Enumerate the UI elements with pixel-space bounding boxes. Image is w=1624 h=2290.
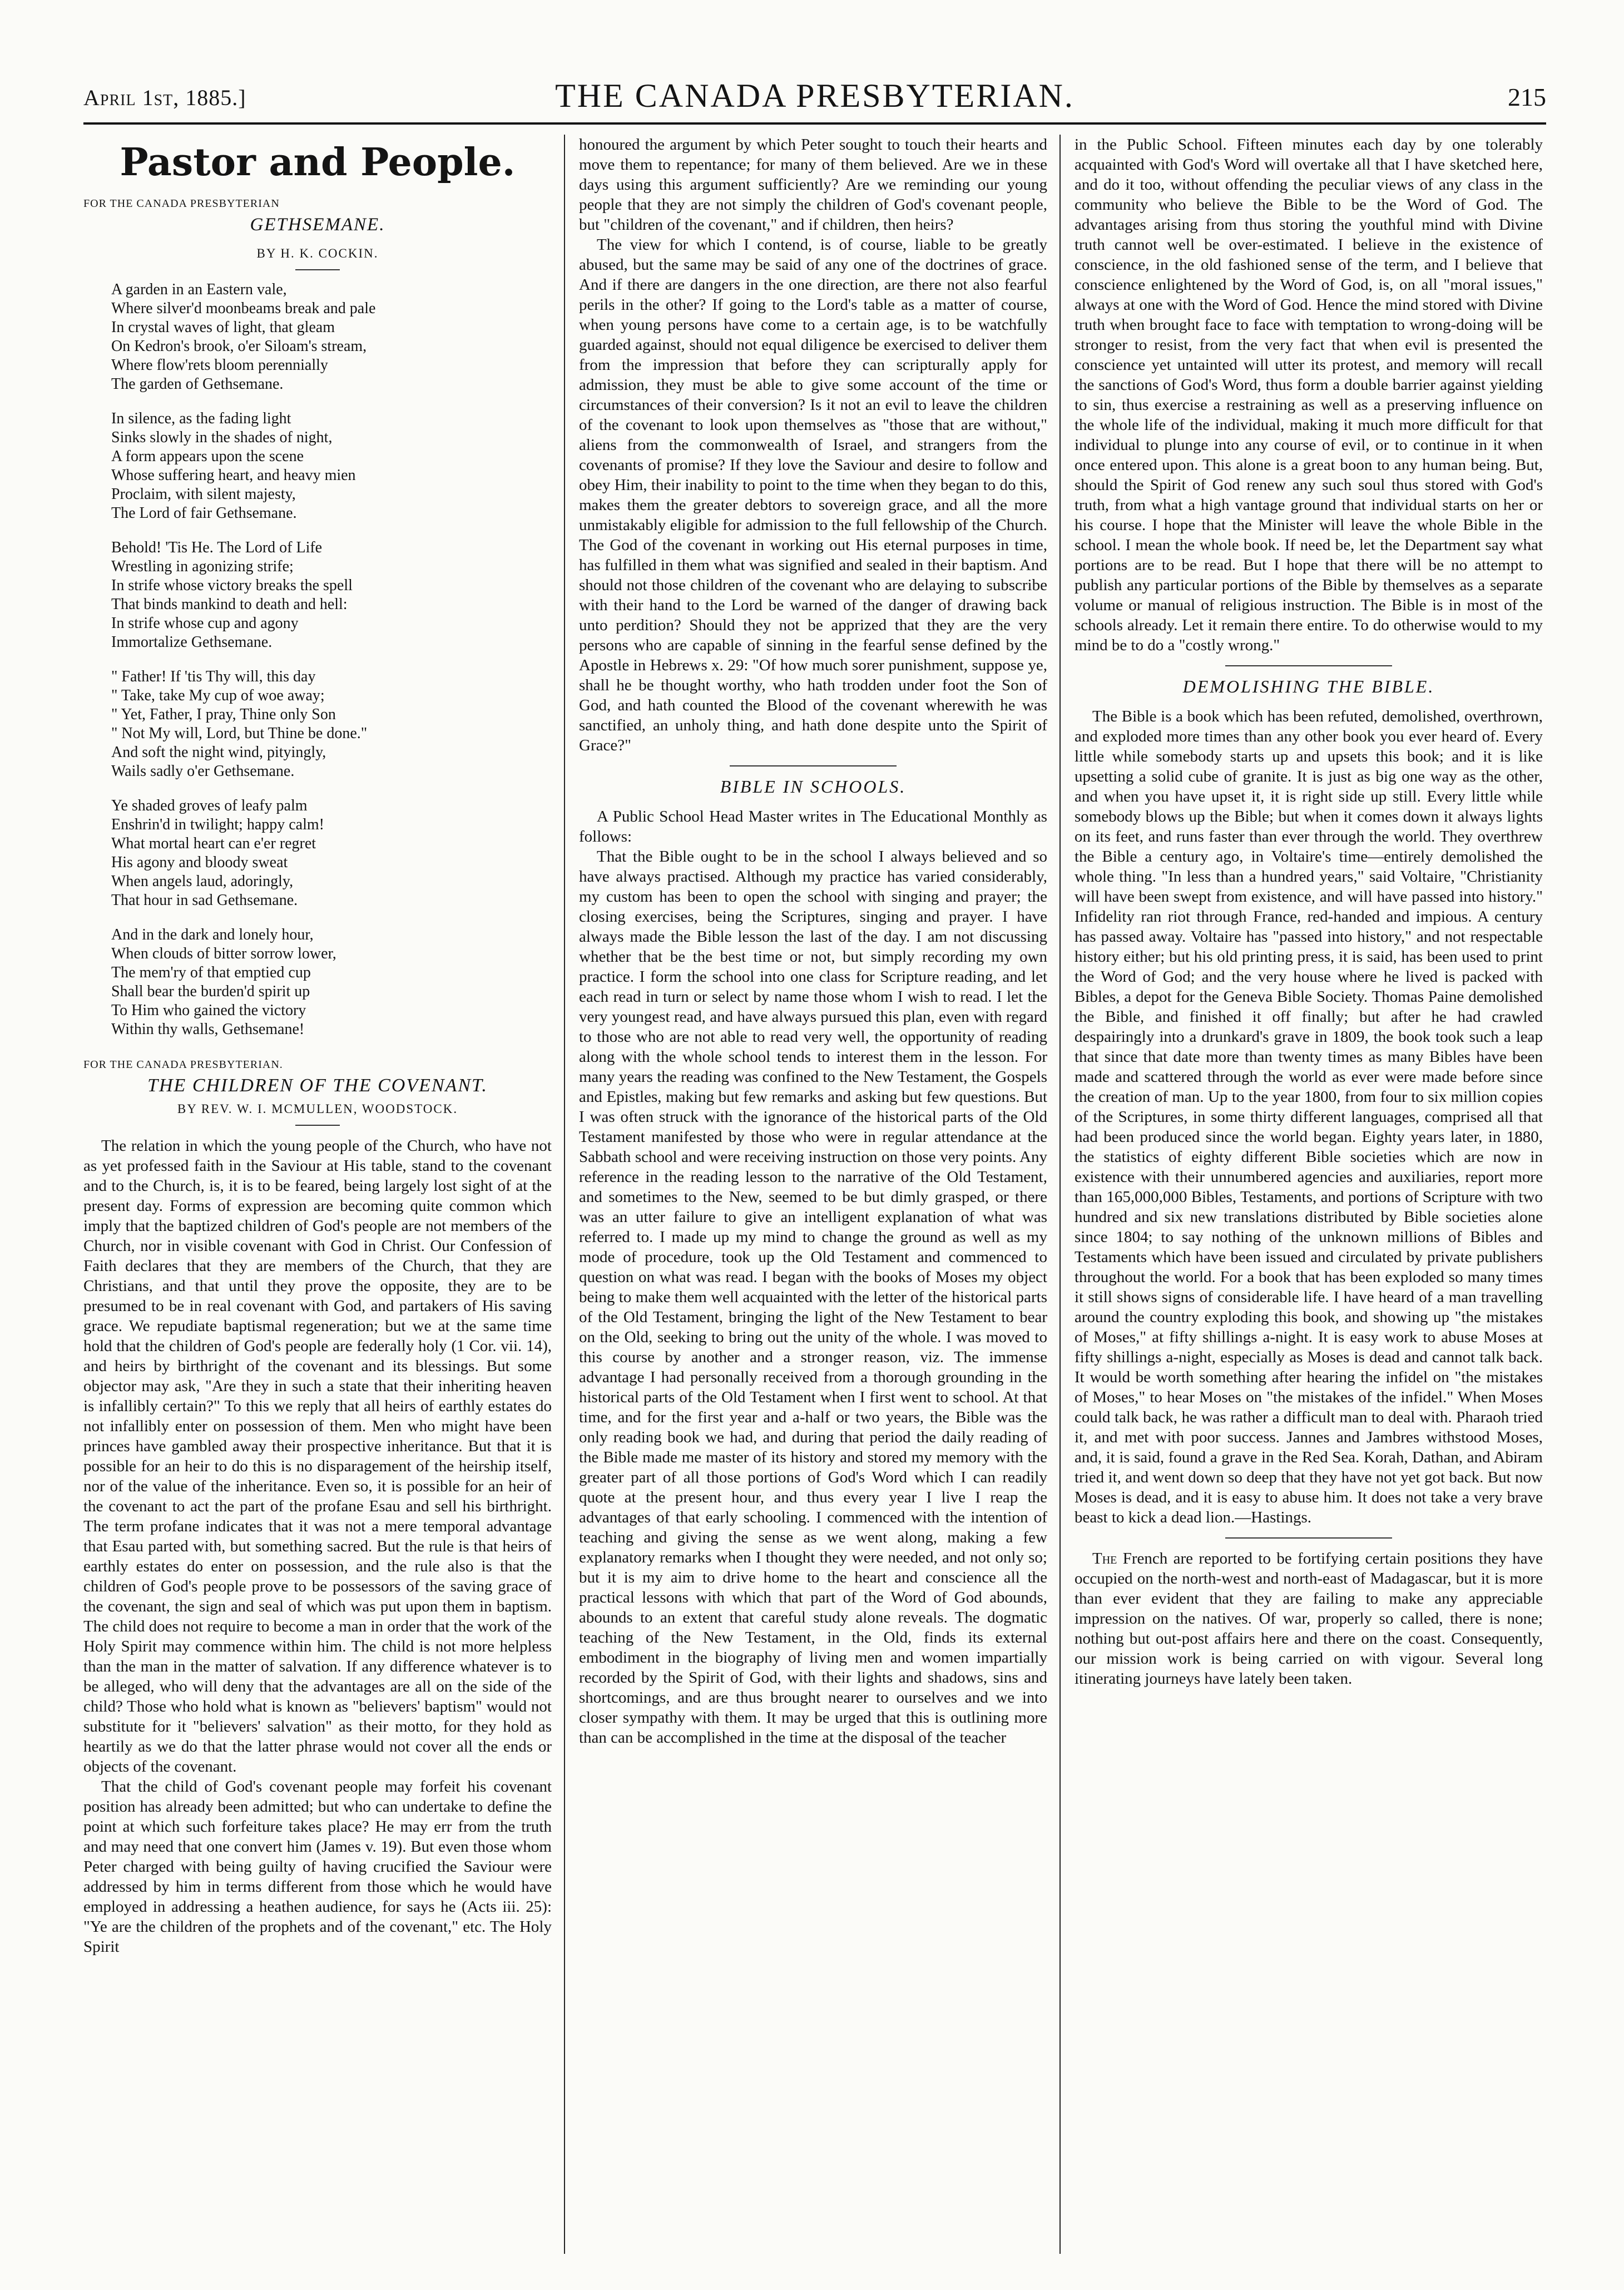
separator xyxy=(1225,1537,1392,1539)
poem-line: On Kedron's brook, o'er Siloam's stream, xyxy=(111,338,367,355)
poem-credit: FOR THE CANADA PRESBYTERIAN xyxy=(83,197,280,210)
article-paragraph: That the Bible ought to be in the school I always believed and so have always practised. Although my practice has varied considerably, my custom has been to open the school with singing and prayer; the closing exercises, being the Scriptures, singing and prayer. I have always made the Bible lesson the last of the day. I am not discussing whether that be the best time or not, but simply recording my own practice. I form the school into one class for Scripture reading, and let each read in turn or select by name those whom I wish to read. I let the very youngest read, and have always pursued this plan, even with regard to those who are not able to read very well, the opportunity of reading along with the whole school tends to interest them in the lesson. For many years the reading was confined to the New Testament, the Gospels and Epistles, making but few remarks and asking but few questions. But I was often struck with the ignorance of the historical parts of the Old Testament manifested by those who were in regular attendance at the Sabbath school and were receiving instruction on those very points. Any reference in the reading lesson to the narrative of the Old Testament, and sometimes to the New, seemed to be but dimly grasped, or there was an utter failure to give an intelligent explanation of what was referred to. I made up my mind to change the ground as well as my mode of procedure, took up the Old Testament and commenced to question on what was read. I began with the books of Moses my object being to make them well acquainted with the letter of the historical parts of the Old Testament, bringing the light of the New Testament to bear on the Old, seeking to bring out the unity of the whole. I was moved to this course by another and a stronger reason, viz. The immense advantage I had personally received from a thorough grounding in the historical parts of the Old Testament when I first went to school. At that time, and for the first year and a-half or two years, the Bible was the only reading book we had, and during that period the daily reading of the Bible made me master of its history and stored my memory with the greater part of all those portions of God's Word which I can readily quote at the present hour, and thus every year I live I reap the advantages of that early schooling. I commenced with the intention of teaching and giving the sense as we went along, making a few explanatory remarks when I thought they were needed, and not only so; but it is my aim to drive home to the heart and conscience all the practical lessons with which that part of the Word of God abounds, abounds to an extent that careful study alone reveals. The dogmatic teaching of the New Testament, in the Old, finds its external embodiment in the biography of living men and women impartially recorded by the Spirit of God, with their lights and shadows, sins and shortcomings, and are thus brought nearer to ourselves and we into closer sympathy with them. It may be urged that this is outlining more than can be accomplished in the time at the disposal of the teacher xyxy=(579,848,1047,1747)
poem-line: In crystal waves of light, that gleam xyxy=(111,319,335,336)
poem-line: And soft the night wind, pityingly, xyxy=(111,744,326,761)
column-middle xyxy=(579,135,1047,2254)
section-title: DEMOLISHING THE BIBLE. xyxy=(1182,676,1435,696)
poem-line: " Take, take My cup of woe away; xyxy=(111,687,325,704)
poem-line: His agony and bloody sweat xyxy=(111,854,288,871)
poem-line: When clouds of bitter sorrow lower, xyxy=(111,945,336,962)
poem-stanza xyxy=(111,409,552,523)
poem-line: Within thy walls, Gethsemane! xyxy=(111,1021,305,1038)
article-paragraph: The relation in which the young people of the Church, who have not as yet professed faith in the Saviour at His table, stand to the covenant and to the Church, is, it is to be feared, being largely lost sight of at the present day. Forms of expression are becoming quite common which imply that the baptized children of God's people are not members of the Church, nor in visible covenant with God in Christ. Our Confession of Faith declares that they are members of the Church, that they are Christians, and that until they prove the opposite, they are to be presumed to be in real covenant with God, and partakers of His saving grace. We repudiate baptismal regeneration; but we at the same time hold that the children of God's people are federally holy (1 Cor. vii. 14), and heirs by birthright of the covenant and its blessings. But some objector may ask, "Are they in such a state that their inheriting heaven is infallibly certain?" To this we reply that all heirs of earthly estates do not infallibly enter on possession of them. Men who might have been princes have gambled away their prospective inheritance. But that it is possible for an heir to do this is no disparagement of the heirship itself, nor of the value of the inheritance. Even so, it is possible for an heir of the covenant to act the part of the profane Esau and sell his birthright. The term profane indicates that it was not a mere temporal advantage that Esau parted with, but something sacred. But the rule is that heirs of earthly estates do enter on possession, and the rule also is that the children of God's people prove to be possessors of the saving grace of the covenant, the sign and seal of which was put upon them in baptism. The child does not require to become a man in order that the work of the Holy Spirit may commence within him. The child is not more helpless than the man in the matter of salvation. If any difference whatever is to be alleged, who will deny that the advantages are all on the side of the child? Those who hold what is known as "believers' baptism" would not substitute for it "believers' salvation" as their motto, for they hold as heartily as we do that the latter phrase would not cover all the ends or objects of the covenant. xyxy=(83,1137,552,1775)
poem-line: In strife whose cup and agony xyxy=(111,615,299,632)
poem-line: Shall bear the burden'd spirit up xyxy=(111,983,310,1000)
poem-line: That binds mankind to death and hell: xyxy=(111,596,348,613)
separator xyxy=(1225,665,1392,666)
poem-line: Proclaim, with silent majesty, xyxy=(111,486,296,503)
page-number: 215 xyxy=(1508,83,1546,111)
poem-line: The garden of Gethsemane. xyxy=(111,375,284,393)
poem-title: GETHSEMANE. xyxy=(250,215,385,235)
issue-date: April 1st, 1885.] xyxy=(83,85,246,110)
column-left xyxy=(83,135,552,2254)
article-paragraph: The Bible is a book which has been refuted, demolished, overthrown, and exploded more times than any other book you ever heard of. Every little while somebody starts up and upsets this book; and it is like upsetting a solid cube of granite. It is just as big one way as the other, and when you have upset it, it is right side up still. Every little while somebody blows up the Bible; but when it comes down it always lights on its feet, and runs faster than ever through the world. They overthrew the Bible a century ago, in Voltaire's time—entirely demolished the whole thing. "In less than a hundred years," said Voltaire, "Christianity will have been swept from existence, and will have passed into history." Infidelity ran riot through France, red-handed and impious. A century has passed away. Voltaire has "passed into history," and not respectable history either; but his old printing press, it is said, has been used to print the Word of God; and the very house where he lived is packed with Bibles, a depot for the Geneva Bible Society. Thomas Paine demolished the Bible, and finished it off finally; but after he had crawled despairingly into a drunkard's grave in 1809, the book took such a leap that since that date more than twenty times as many Bibles have been made and scattered through the world as ever were made before since the creation of man. Up to the year 1800, from four to six million copies of the Scriptures, in some thirty different languages, comprised all that had been produced since the world began. Eighty years later, in 1880, the statistics of eighty different Bible societies which are now in existence with their unnumbered agencies and auxiliaries, report more than 165,000,000 Bibles, Testaments, and portions of Scripture with two hundred and six new translations distributed by Bible societies alone since 1804; to say nothing of the unknown millions of Bibles and Testaments which have been issued and circulated by private publishers throughout the world. For a book that has been exploded so many times it still shows signs of considerable life. I have heard of a man travelling around the country exploding this book, and showing up "the mistakes of Moses," at fifty shillings a-night. It is easy work to abuse Moses at fifty shillings a-night, especially as Moses is dead and cannot talk back. It would be worth something after hearing the infidel on "the mistakes of Moses," to hear Moses on "the mistakes of the infidel." When Moses could talk back, he was rather a difficult man to deal with. Pharaoh tried it, and met with poor success. Jannes and Jambres withstood Moses, and, it is said, found a grave in the Red Sea. Korah, Dathan, and Abiram tried it, and went down so deep that they have not yet got back. But now Moses is dead, and it is easy to abuse him. It does not take a very brave beast to kick a dead lion.—Hastings. xyxy=(1075,708,1543,1526)
poem-line: What mortal heart can e'er regret xyxy=(111,835,316,852)
news-note-lead: The xyxy=(1092,1550,1117,1567)
column-divider xyxy=(564,135,565,2254)
column-right xyxy=(1075,135,1543,2254)
separator xyxy=(730,765,897,766)
newspaper-title: THE CANADA PRESBYTERIAN. xyxy=(555,77,1075,114)
poem-line: In silence, as the fading light xyxy=(111,410,291,427)
article-paragraph: honoured the argument by which Peter sought to touch their hearts and move them to repentance; for many of them believed. Are we in these days using this argument sufficiently? Are we reminding our young people that they are not simply the children of God's covenant people, but "children of the covenant," and if children, then heirs? xyxy=(579,136,1047,234)
poem-stanza xyxy=(111,280,552,394)
poem-line: To Him who gained the victory xyxy=(111,1002,306,1019)
article-paragraph: The view for which I contend, is of course, liable to be greatly abused, but the same may be said of any one of the doctrines of grace. And if there are dangers in the one direction, are there not also fearful perils in the other? If going to the Lord's table as a matter of course, when young persons have come to a certain age, is to be watchfully guarded against, should not equal diligence be exercised to deliver them from the impression that before they can scripturally apply for admission, they must be able to give some account of the time or circumstances of their conversion? Is it not an evil to leave the children of the covenant to look upon themselves as "those that are without," aliens from the commonwealth of Israel, and strangers from the covenants of promise? If they love the Saviour and desire to follow and obey Him, their inability to point to the time when they began to do this, makes them the greater debtors to sovereign grace, and all the more unmistakably eligible for admission to the full fellowship of the Church. The God of the covenant in working out His eternal purposes in time, has fulfilled in them what was signified and sealed in their baptism. And should not those children of the covenant who are delaying to subscribe with their hand to the Lord be warned of the danger of drawing back unto perdition? Should they not be apprized that they are the very persons who are capable of sinning in the fearful sense defined by the Apostle in Hebrews x. 29: "Of how much sorer punishment, suppose ye, shall he be thought worthy, who hath trodden under foot the Son of God, and hath counted the Blood of the covenant wherewith he was sanctified, an unholy thing, and hath done despite unto the Spirit of Grace?" xyxy=(579,236,1047,754)
masthead xyxy=(83,72,1546,125)
poem-line: " Not My will, Lord, but Thine be done." xyxy=(111,725,368,742)
poem-stanza xyxy=(111,926,552,1039)
poem-line: A form appears upon the scene xyxy=(111,448,304,465)
article-paragraph: A Public School Head Master writes in The Educational Monthly as follows: xyxy=(579,808,1047,845)
article-byline: BY REV. W. I. MCMULLEN, WOODSTOCK. xyxy=(177,1102,458,1116)
article-title: THE CHILDREN OF THE COVENANT. xyxy=(147,1075,488,1096)
poem-stanza xyxy=(111,538,552,652)
poem-line: Immortalize Gethsemane. xyxy=(111,634,273,651)
poem-stanza xyxy=(111,797,552,910)
article-credit: FOR THE CANADA PRESBYTERIAN. xyxy=(83,1059,283,1071)
poem-line: Wails sadly o'er Gethsemane. xyxy=(111,763,295,780)
poem-line: The Lord of fair Gethsemane. xyxy=(111,505,297,522)
poem-line: And in the dark and lonely hour, xyxy=(111,926,314,943)
poem-line: That hour in sad Gethsemane. xyxy=(111,892,298,909)
poem-line: Sinks slowly in the shades of night, xyxy=(111,429,333,446)
poem-line: In strife whose victory breaks the spell xyxy=(111,577,353,594)
poem-line: Whose suffering heart, and heavy mien xyxy=(111,467,356,484)
column-divider xyxy=(1059,135,1061,2254)
department-title: Pastor and People. xyxy=(120,140,516,185)
separator xyxy=(295,1125,340,1126)
article-paragraph: That the child of God's covenant people may forfeit his covenant position has already been admitted; but who can undertake to define the point at which such forfeiture takes place? He may err from the truth and may need that one convert him (James v. 19). But even those whom Peter charged with being guilty of having crucified the Saviour were addressed by him in terms different from those which he would have employed in addressing a heathen audience, for says he (Acts iii. 25): "Ye are the children of the prophets and of the covenant," etc. The Holy Spirit xyxy=(83,1778,552,1956)
poem-line: Ye shaded groves of leafy palm xyxy=(111,797,308,814)
poem-line: Wrestling in agonizing strife; xyxy=(111,558,294,575)
poem-line: " Father! If 'tis Thy will, this day xyxy=(111,668,316,685)
news-note xyxy=(1075,1549,1543,1689)
poem-byline: BY H. K. COCKIN. xyxy=(256,246,379,260)
poem-line: The mem'ry of that emptied cup xyxy=(111,964,311,981)
poem-line: Where flow'rets bloom perennially xyxy=(111,357,328,374)
poem-line: Behold! 'Tis He. The Lord of Life xyxy=(111,539,323,556)
article-paragraph: in the Public School. Fifteen minutes each day by one tolerably acquainted with God's Word will overtake all that I have sketched here, and do it too, without offending the peculiar views of any class in the community who believe the Bible to be the Word of God. The advantages arising from thus storing the youthful mind with Divine truth cannot well be over-estimated. I believe in the existence of conscience, in the old fashioned sense of the term, and I believe that conscience enlightened by the Word of God, is, on all "moral issues," always at one with the Word of God. Hence the mind stored with Divine truth when brought face to face with temptation to wrong-doing will be stronger to resist, from the very fact that when evil is presented the conscience yet untainted will utter its protest, and memory will recall the sanctions of God's Word, thus form a double barrier against yielding to sin, thus exercise a restraining as well as a preserving influence on the whole life of the individual, making it much more difficult for that individual to plunge into any course of evil, or to continue in it when once entered upon. This alone is a great boon to any human being. But, should the Spirit of God renew any such soul thus stored with God's truth, from what a high vantage ground that individual starts on her or his course. I hope that the Minister will leave the whole Bible in the school. I mean the whole book. If need be, let the Department say what portions are to be read. But I hope that there will be no attempt to publish any particular portions of the Bible by themselves as a separate volume or manual of religious instruction. The Bible is in most of the schools already. Let it remain there entire. To do otherwise would to my mind be to do a "costly wrong." xyxy=(1075,136,1543,654)
separator xyxy=(295,269,340,270)
poem-line: When angels laud, adoringly, xyxy=(111,873,294,890)
news-note-text: French are reported to be fortifying certain positions they have occupied on the north-west and north-east of Madagascar, but it is more than ever evident that they are failing to make any appreciable impression on the natives. Of war, properly so called, there is none; nothing but out-post affairs here and there on the coast. Consequently, our mission work is being carried on with vigour. Several long itinerating journeys have lately been taken. xyxy=(1075,1550,1543,1688)
poem-line: A garden in an Eastern vale, xyxy=(111,281,287,298)
poem-stanza xyxy=(111,667,552,781)
section-title: BIBLE IN SCHOOLS. xyxy=(720,776,907,797)
poem-line: Where silver'd moonbeams break and pale xyxy=(111,300,376,317)
poem-line: " Yet, Father, I pray, Thine only Son xyxy=(111,706,336,723)
poem-line: Enshrin'd in twilight; happy calm! xyxy=(111,816,324,833)
